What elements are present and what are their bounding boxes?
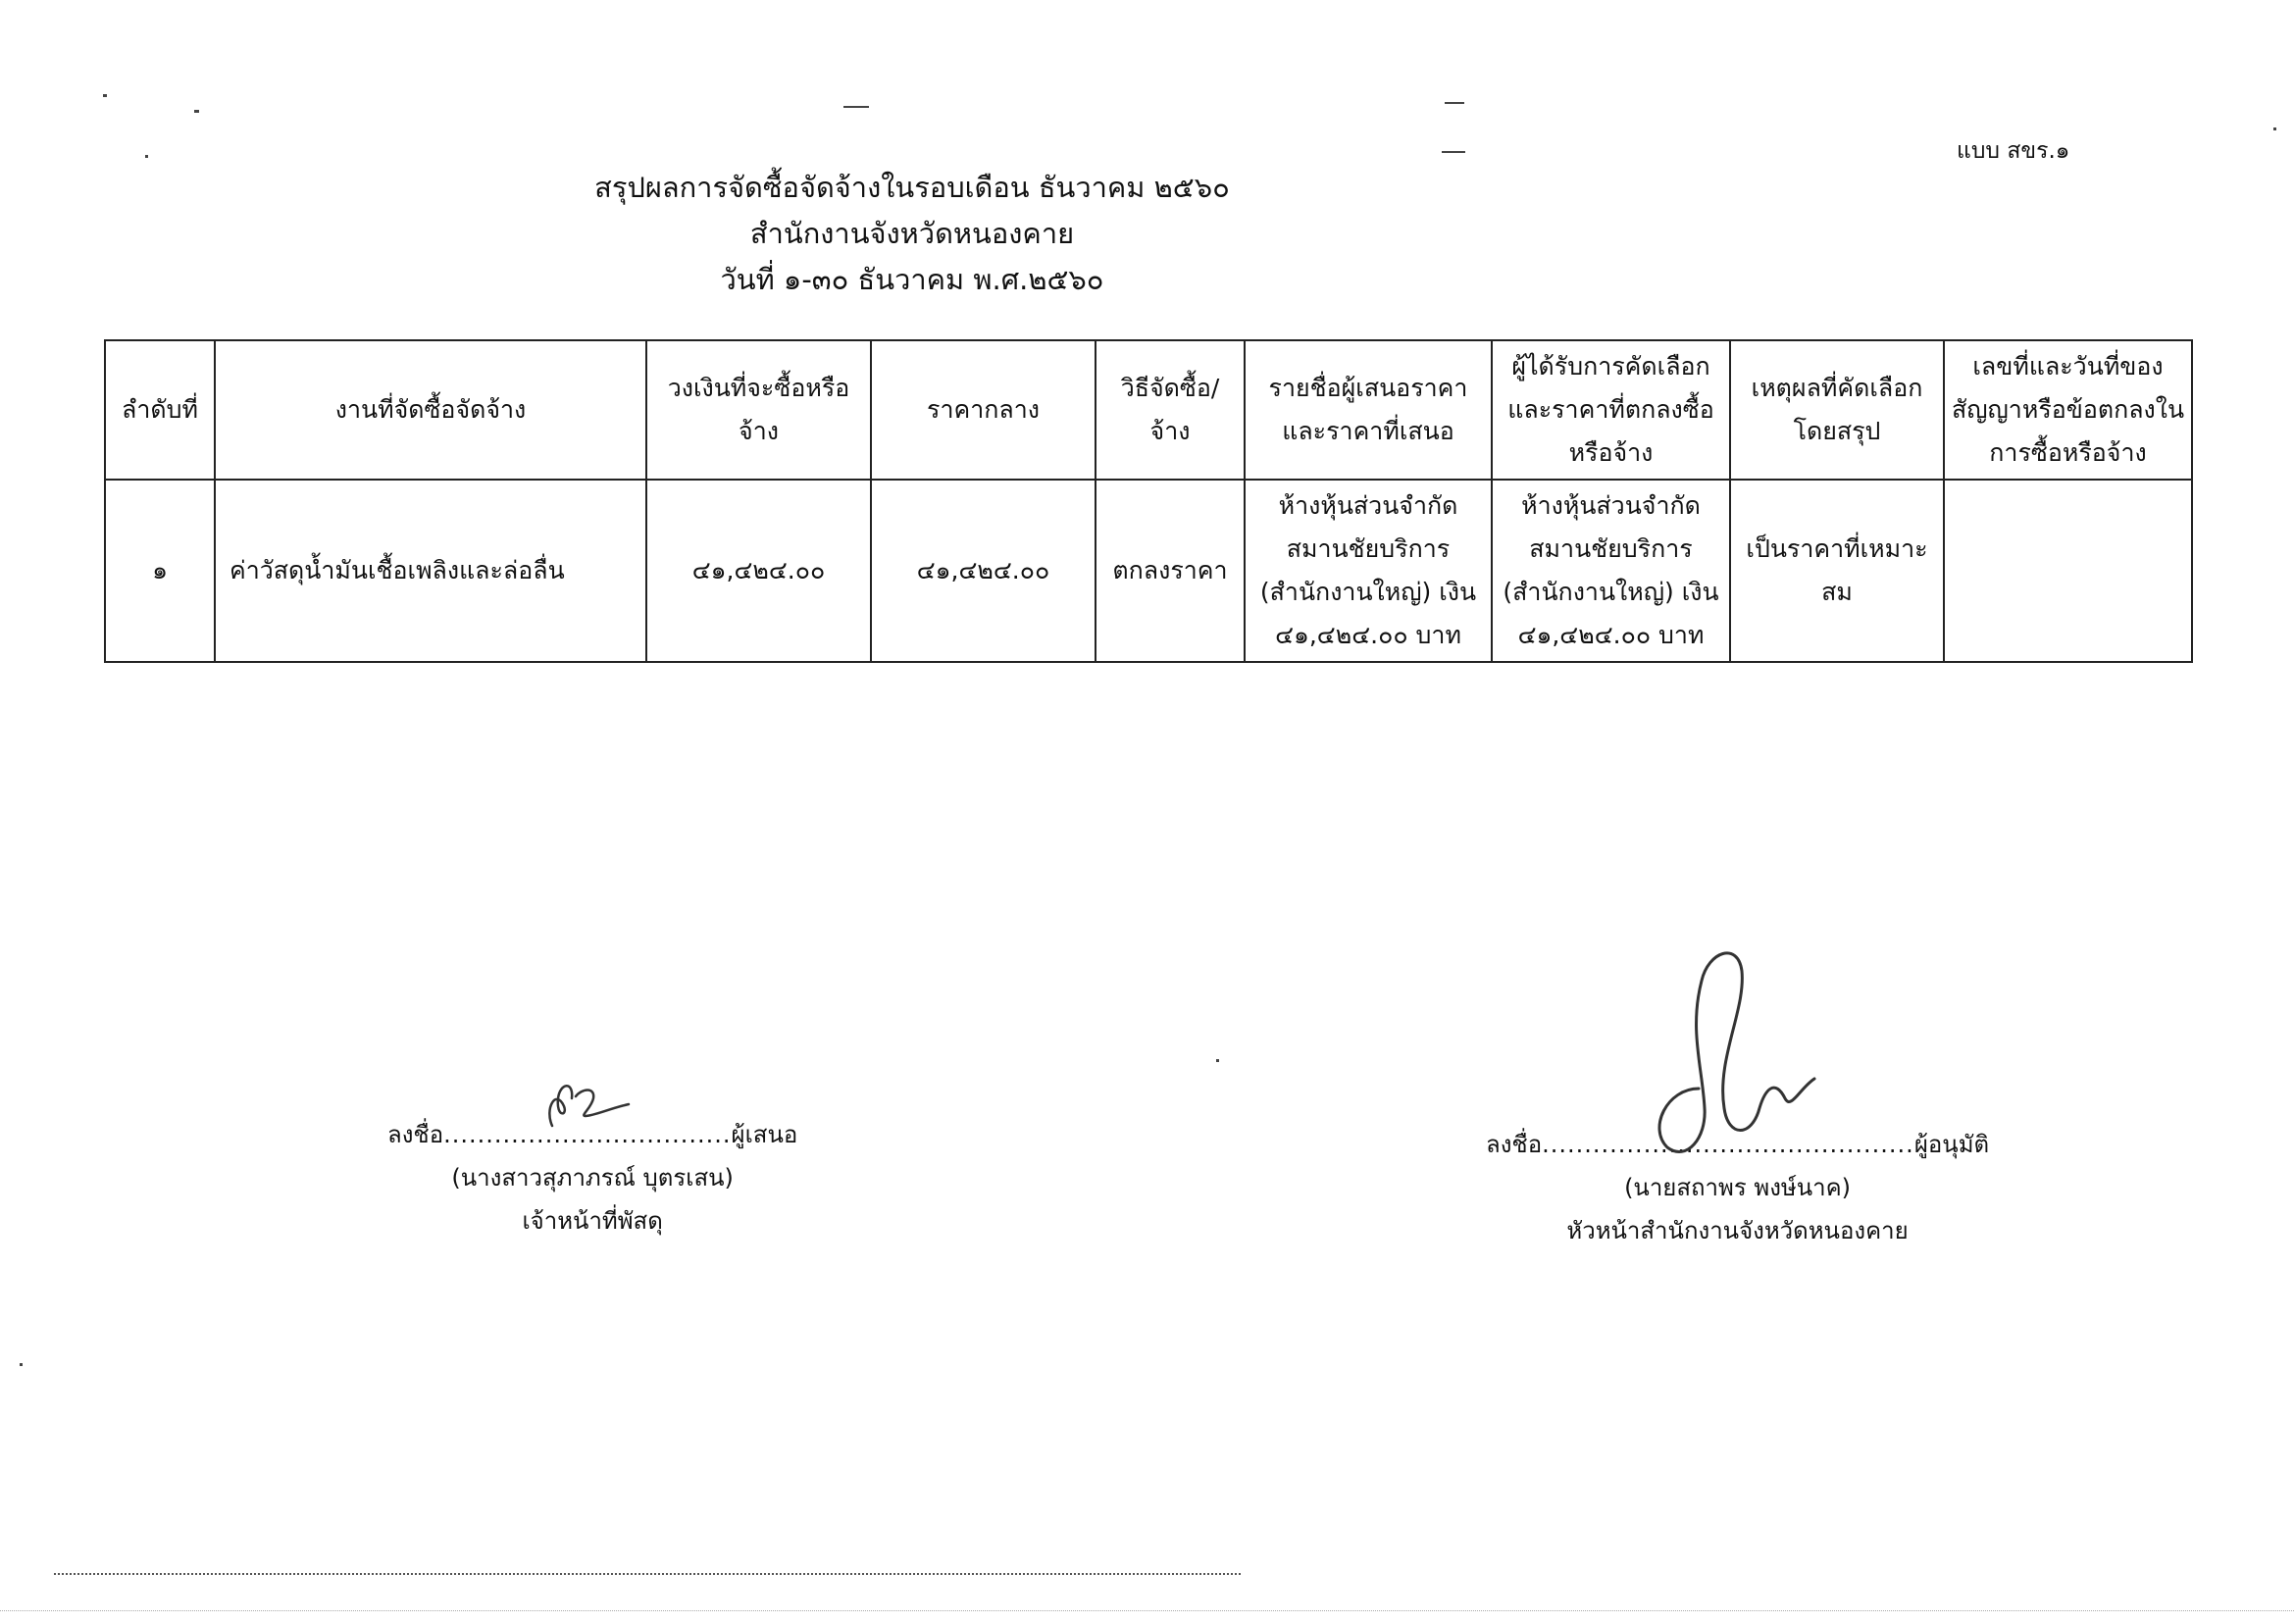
cell-bidders: ห้างหุ้นส่วนจำกัด สมานชัยบริการ (สำนักงานใหญ่) เงิน ๔๑,๔๒๔.๐๐ บาท — [1245, 480, 1492, 662]
proposer-position: เจ้าหน้าที่พัสดุ — [522, 1207, 663, 1235]
col-header-no: ลำดับที่ — [105, 340, 215, 480]
proposer-name: (นางสาวสุภาภรณ์ บุตรเสน) — [451, 1164, 734, 1192]
footer-rule-bottom — [0, 1610, 2294, 1611]
col-header-contract: เลขที่และวันที่ของสัญญาหรือข้อตกลงในการซื้อหรือจ้าง — [1944, 340, 2192, 480]
cell-method: ตกลงราคา — [1096, 480, 1245, 662]
col-header-budget: วงเงินที่จะซื้อหรือจ้าง — [646, 340, 871, 480]
sign-dots: .................................. — [443, 1121, 732, 1148]
approver-name: (นายสถาพร พงษ์นาค) — [1624, 1174, 1852, 1201]
signature-block-approver — [1486, 1123, 1989, 1252]
cell-item: ค่าวัสดุน้ำมันเชื้อเพลิงและล่อลื่น — [215, 480, 646, 662]
col-header-item: งานที่จัดซื้อจัดจ้าง — [215, 340, 646, 480]
header-title: สรุปผลการจัดซื้อจัดจ้างในรอบเดือน ธันวาคม ๒๕๖๐ — [594, 171, 1230, 204]
signature-block-proposer — [387, 1113, 797, 1243]
role-suffix: ผู้อนุมัติ — [1913, 1131, 1990, 1158]
cell-no: ๑ — [105, 480, 215, 662]
scan-speck — [1442, 151, 1465, 153]
scan-speck — [1216, 1059, 1219, 1062]
scan-speck — [843, 106, 869, 108]
form-code: แบบ สขร.๑ — [1957, 138, 2070, 164]
scan-speck — [20, 1363, 23, 1366]
col-header-median-price: ราคากลาง — [871, 340, 1096, 480]
scan-speck — [2273, 127, 2276, 130]
sign-dots: ............................................ — [1542, 1131, 1914, 1158]
table-header-row — [105, 340, 2192, 480]
cell-reason: เป็นราคาที่เหมาะสม — [1730, 480, 1944, 662]
col-header-bidders: รายชื่อผู้เสนอราคาและราคาที่เสนอ — [1245, 340, 1492, 480]
footer-rule — [54, 1573, 1241, 1575]
scan-speck — [145, 155, 148, 158]
approver-position: หัวหน้าสำนักงานจังหวัดหนองคาย — [1566, 1217, 1909, 1244]
header-office: สำนักงานจังหวัดหนองคาย — [749, 217, 1075, 250]
col-header-reason: เหตุผลที่คัดเลือกโดยสรุป — [1730, 340, 1944, 480]
scan-speck — [103, 94, 107, 97]
procurement-table — [104, 339, 2193, 663]
cell-budget: ๔๑,๔๒๔.๐๐ — [646, 480, 871, 662]
document-header — [0, 165, 1824, 303]
header-date-range: วันที่ ๑-๓๐ ธันวาคม พ.ศ.๒๕๖๐ — [720, 263, 1104, 296]
signature-line-approver — [1486, 1123, 1989, 1166]
cell-contract — [1944, 480, 2192, 662]
sign-prefix: ลงชื่อ — [387, 1121, 444, 1148]
sign-prefix: ลงชื่อ — [1486, 1131, 1543, 1158]
col-header-selected: ผู้ได้รับการคัดเลือกและราคาที่ตกลงซื้อหรือจ้าง — [1492, 340, 1730, 480]
cell-selected: ห้างหุ้นส่วนจำกัด สมานชัยบริการ (สำนักงานใหญ่) เงิน ๔๑,๔๒๔.๐๐ บาท — [1492, 480, 1730, 662]
scan-speck — [1445, 102, 1464, 104]
signature-line-proposer — [387, 1113, 797, 1156]
table-row — [105, 480, 2192, 662]
cell-median-price: ๔๑,๔๒๔.๐๐ — [871, 480, 1096, 662]
role-suffix: ผู้เสนอ — [731, 1121, 798, 1148]
col-header-method: วิธีจัดซื้อ/จ้าง — [1096, 340, 1245, 480]
scan-speck — [194, 110, 199, 113]
